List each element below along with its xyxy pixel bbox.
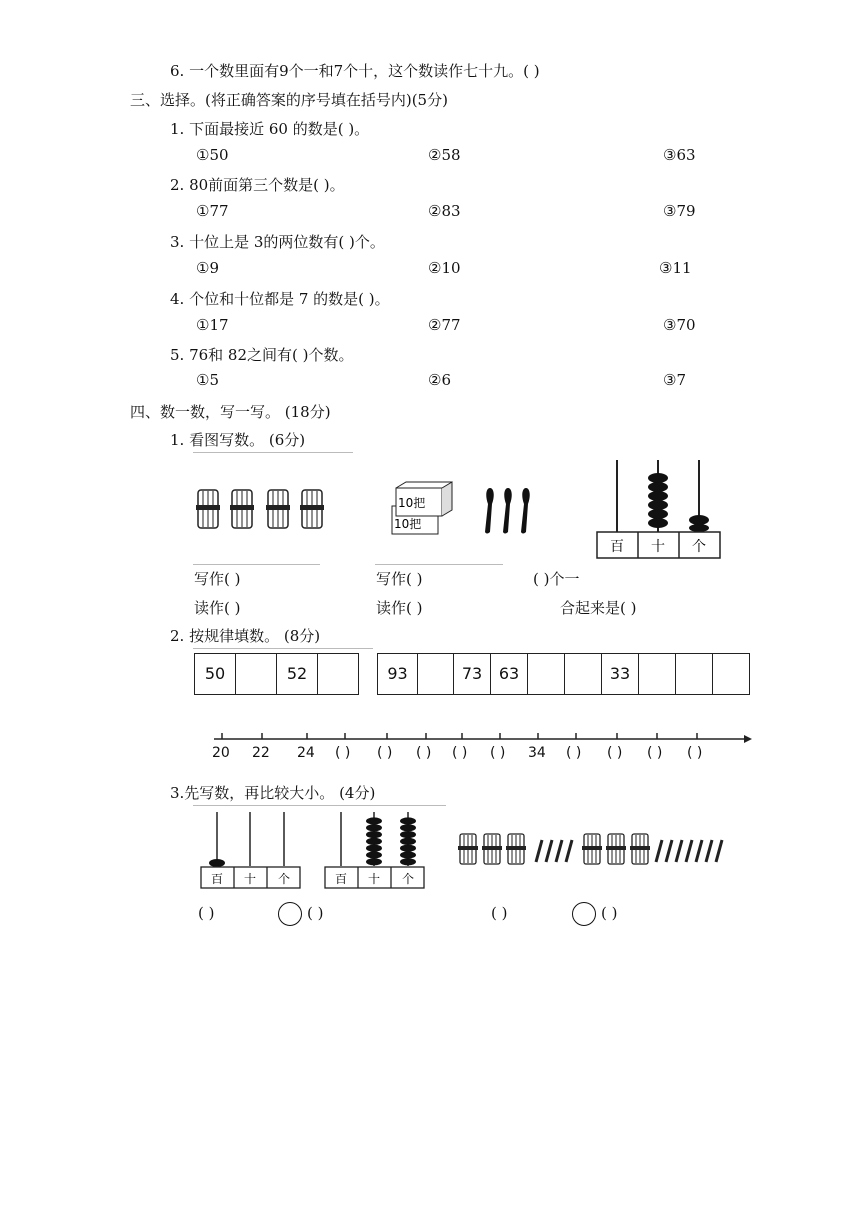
pattern-cell-blank[interactable] — [317, 654, 358, 694]
abacus-small-2 — [324, 810, 426, 890]
choice-q5-opt2[interactable]: ②6 — [428, 371, 451, 389]
s4-q2-title: 2. 按规律填数。 (8分) — [170, 627, 321, 645]
boxes-and-spoons-picture — [390, 484, 550, 540]
number-line-blank[interactable]: ( ) — [647, 745, 663, 761]
read-blank-1[interactable]: 读作( ) — [194, 599, 241, 617]
abacus-label-tens: 十 — [651, 539, 665, 555]
number-line-blank[interactable]: ( ) — [687, 745, 703, 761]
abacus-label: 个 — [277, 872, 291, 886]
number-line-blank[interactable]: ( ) — [566, 745, 582, 761]
section4-title: 四、数一数，写一写。 (18分) — [130, 403, 331, 421]
pattern-cell: 63 — [490, 654, 527, 694]
abacus-bead — [400, 851, 416, 858]
abacus-label: 百 — [210, 872, 224, 886]
number-line-blank[interactable]: ( ) — [607, 745, 623, 761]
number-line-blank[interactable]: ( ) — [416, 745, 432, 761]
compare-circle-1[interactable] — [278, 902, 302, 926]
pattern-cell-blank[interactable] — [527, 654, 564, 694]
choice-q3-opt1[interactable]: ①9 — [196, 259, 219, 277]
choice-q4: 4. 个位和十位都是 7 的数是( )。 — [170, 290, 390, 308]
choice-q2-opt1[interactable]: ①77 — [196, 202, 229, 220]
divider — [375, 564, 503, 565]
divider — [193, 564, 320, 565]
compare-blank-4[interactable]: ( ) — [601, 904, 618, 922]
number-line-blank[interactable]: ( ) — [452, 745, 468, 761]
choice-q2-opt3[interactable]: ③79 — [663, 202, 696, 220]
bundles-and-sticks-picture — [458, 830, 733, 870]
box-label: 10把 — [398, 496, 426, 510]
abacus-bead — [400, 858, 416, 865]
compare-blank-2[interactable]: ( ) — [307, 904, 324, 922]
abacus-bead — [400, 817, 416, 824]
ones-blank[interactable]: ( )个一 — [533, 570, 580, 588]
choice-q2-opt2[interactable]: ②83 — [428, 202, 461, 220]
choice-q5-opt1[interactable]: ①5 — [196, 371, 219, 389]
number-line-label: 20 — [212, 745, 230, 761]
divider — [193, 805, 446, 806]
choice-q1: 1. 下面最接近 60 的数是( )。 — [170, 120, 370, 138]
pattern-cell-blank[interactable] — [638, 654, 675, 694]
section3-title: 三、选择。(将正确答案的序号填在括号内)(5分) — [130, 91, 448, 109]
pattern-row-2 — [377, 653, 750, 695]
number-line-label: 24 — [297, 745, 315, 761]
total-blank[interactable]: 合起来是( ) — [560, 599, 637, 617]
abacus-label-ones: 个 — [692, 539, 706, 555]
abacus-small-1 — [200, 810, 302, 890]
pattern-cell: 73 — [453, 654, 490, 694]
abacus-label: 十 — [243, 872, 257, 886]
pattern-cell-blank[interactable] — [417, 654, 453, 694]
pattern-cell-blank[interactable] — [564, 654, 601, 694]
compare-blank-3[interactable]: ( ) — [491, 904, 508, 922]
choice-q4-opt2[interactable]: ②77 — [428, 316, 461, 334]
number-line-blank[interactable]: ( ) — [335, 745, 351, 761]
s4-q3-title: 3.先写数，再比较大小。 (4分) — [170, 784, 376, 802]
choice-q3: 3. 十位上是 3的两位数有( )个。 — [170, 233, 385, 251]
abacus-label: 百 — [334, 872, 348, 886]
choice-q5-opt3[interactable]: ③7 — [663, 371, 686, 389]
box-label: 10把 — [394, 517, 422, 531]
choice-q1-opt1[interactable]: ①50 — [196, 146, 229, 164]
choice-q3-opt2[interactable]: ②10 — [428, 259, 461, 277]
number-line-blank[interactable]: ( ) — [490, 745, 506, 761]
abacus-bead — [366, 851, 382, 858]
pattern-row-1 — [194, 653, 359, 695]
choice-q1-opt2[interactable]: ②58 — [428, 146, 461, 164]
compare-blank-1[interactable]: ( ) — [198, 904, 215, 922]
pattern-cell: 52 — [276, 654, 317, 694]
abacus-bead — [400, 845, 416, 852]
choice-q4-opt1[interactable]: ①17 — [196, 316, 229, 334]
choice-q2: 2. 80前面第三个数是( )。 — [170, 176, 345, 194]
s4-q1-title: 1. 看图写数。 (6分) — [170, 431, 306, 449]
abacus-bead — [366, 838, 382, 845]
choice-q4-opt3[interactable]: ③70 — [663, 316, 696, 334]
choice-q1-opt3[interactable]: ③63 — [663, 146, 696, 164]
abacus-label: 个 — [401, 872, 415, 886]
number-line-label: 22 — [252, 745, 270, 761]
compare-circle-2[interactable] — [572, 902, 596, 926]
abacus — [596, 458, 722, 560]
abacus-label: 十 — [367, 872, 381, 886]
abacus-bead — [400, 838, 416, 845]
abacus-bead — [366, 845, 382, 852]
number-line — [214, 732, 754, 746]
write-blank-2[interactable]: 写作( ) — [376, 570, 423, 588]
pattern-cell-blank[interactable] — [712, 654, 749, 694]
write-blank-1[interactable]: 写作( ) — [194, 570, 241, 588]
abacus-bead — [366, 831, 382, 838]
abacus-bead — [400, 831, 416, 838]
pattern-cell-blank[interactable] — [235, 654, 276, 694]
choice-q3-opt3[interactable]: ③11 — [659, 259, 692, 277]
read-blank-2[interactable]: 读作( ) — [376, 599, 423, 617]
pattern-cell: 33 — [601, 654, 638, 694]
judgement-q6: 6. 一个数里面有9个一和7个十，这个数读作七十九。( ) — [170, 62, 540, 80]
abacus-bead — [366, 824, 382, 831]
pattern-cell-blank[interactable] — [675, 654, 712, 694]
number-line-blank[interactable]: ( ) — [377, 745, 393, 761]
pattern-cell: 50 — [204, 664, 226, 683]
choice-q5: 5. 76和 82之间有( )个数。 — [170, 346, 354, 364]
pattern-cell: 93 — [387, 664, 408, 683]
number-line-label: 34 — [528, 745, 546, 761]
divider — [193, 648, 373, 649]
abacus-bead — [366, 817, 382, 824]
abacus-bead — [400, 824, 416, 831]
stick-bundles-picture — [196, 488, 336, 532]
divider — [193, 452, 353, 453]
abacus-label-hundreds: 百 — [610, 539, 624, 555]
abacus-bead — [366, 858, 382, 865]
